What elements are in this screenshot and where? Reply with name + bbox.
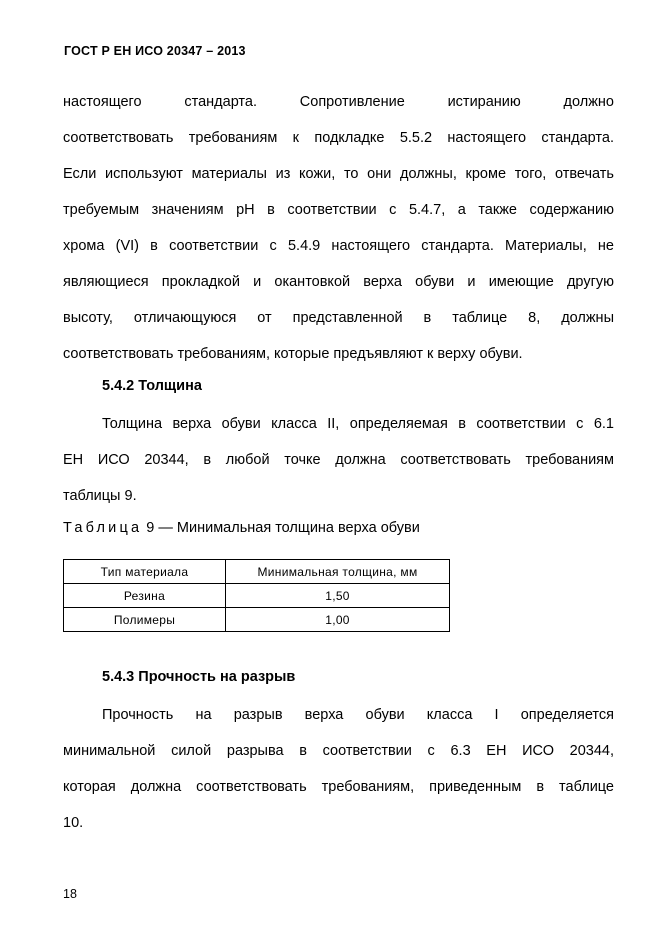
paragraph-thickness: [63, 406, 614, 514]
paragraph-tensile-strength: [63, 697, 614, 841]
paragraph-wear-resistance: [63, 84, 614, 372]
text-line: требуемым значениям pH в соответствии с 5.4.7, а также содержанию: [63, 202, 614, 218]
table-cell-thickness: 1,50: [226, 584, 450, 608]
text-line: соответствовать требованиям к подкладке 5.5.2 настоящего стандарта.: [63, 130, 614, 146]
thickness-table: [63, 559, 450, 632]
text-line: которая должна соответствовать требованиям, приведенным в таблице: [63, 779, 614, 795]
table-cell-material: Полимеры: [64, 608, 226, 632]
table-caption-label: Таблица: [63, 520, 143, 536]
section-heading-tensile-strength: 5.4.3 Прочность на разрыв: [102, 669, 296, 685]
text-line: Если используют материалы из кожи, то они должны, кроме того, отвечать: [63, 166, 614, 182]
table-caption: [63, 520, 420, 536]
text-line: Толщина верха обуви класса II, определяемая в соответствии с 6.1: [102, 416, 614, 432]
text-line: хрома (VI) в соответствии с 5.4.9 настоящего стандарта. Материалы, не: [63, 238, 614, 254]
table-row: [64, 608, 450, 632]
page-number: 18: [63, 887, 77, 901]
section-heading-thickness: 5.4.2 Толщина: [102, 378, 202, 394]
text-line: соответствовать требованиям, которые предъявляют к верху обуви.: [63, 346, 523, 362]
table-header-row: [64, 560, 450, 584]
text-line: высоту, отличающуюся от представленной в таблице 8, должны: [63, 310, 614, 326]
table-cell-material: Резина: [64, 584, 226, 608]
table-cell-thickness: 1,00: [226, 608, 450, 632]
text-line: ЕН ИСО 20344, в любой точке должна соответствовать требованиям: [63, 452, 614, 468]
table-caption-title: 9 — Минимальная толщина верха обуви: [142, 520, 420, 536]
text-line: настоящего стандарта. Сопротивление истиранию должно: [63, 94, 614, 110]
text-line: минимальной силой разрыва в соответствии с 6.3 ЕН ИСО 20344,: [63, 743, 614, 759]
text-line: Прочность на разрыв верха обуви класса I определяется: [102, 707, 614, 723]
text-line: таблицы 9.: [63, 488, 137, 504]
text-line: 10.: [63, 815, 84, 831]
column-header-min-thickness: Минимальная толщина, мм: [226, 560, 450, 584]
text-line: являющиеся прокладкой и окантовкой верха обуви и имеющие другую: [63, 274, 614, 290]
table-row: [64, 584, 450, 608]
column-header-material: Тип материала: [64, 560, 226, 584]
document-code-header: ГОСТ Р ЕН ИСО 20347 – 2013: [64, 44, 246, 58]
